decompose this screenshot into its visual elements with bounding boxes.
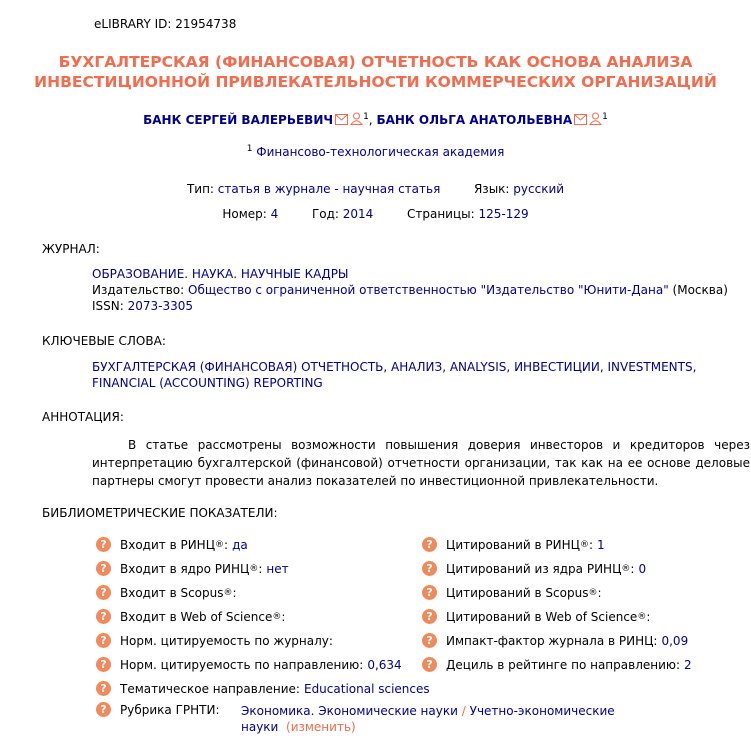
metric-label: Импакт-фактор журнала в РИНЦ:: [446, 633, 658, 648]
help-icon[interactable]: ?: [96, 633, 111, 648]
bibliometric-row: ? Цитирований в РИНЦ ® : 1: [422, 537, 605, 552]
metric-colon: :: [224, 537, 229, 552]
metric-value: нет: [266, 561, 289, 576]
bibliometrics-heading: БИБЛИОМЕТРИЧЕСКИЕ ПОКАЗАТЕЛИ:: [42, 506, 278, 520]
language-label: Язык:: [473, 182, 510, 196]
help-icon[interactable]: ?: [422, 561, 437, 576]
metric-value: 0,09: [661, 633, 689, 648]
journal-block: [92, 266, 728, 314]
help-icon[interactable]: ?: [422, 657, 437, 672]
metric-value: да: [232, 537, 248, 552]
publisher-city: (Москва): [672, 283, 728, 297]
bibliometric-row: [96, 633, 333, 648]
help-icon[interactable]: ?: [422, 609, 437, 624]
rubric-link-2[interactable]: Учетно-экономические науки: [241, 704, 615, 734]
metric-colon: :: [232, 585, 237, 600]
metric-label: Цитирований в РИНЦ: [446, 537, 580, 552]
rubric-edit-close: ): [351, 720, 356, 734]
bibliometric-row: ? Цитирований в Web of Science ® :: [422, 609, 650, 624]
pages-value: 125-129: [478, 207, 529, 221]
help-icon[interactable]: ?: [96, 561, 111, 576]
keyword-link[interactable]: БУХГАЛТЕРСКАЯ (ФИНАНСОВАЯ) ОТЧЕТНОСТЬ: [92, 360, 384, 374]
author-profile-icon[interactable]: [350, 112, 363, 125]
keyword-link[interactable]: ИНВЕСТИЦИИ: [514, 360, 600, 374]
bibliometric-row: ? Входит в Web of Science ® :: [96, 609, 285, 624]
year-value: 2014: [342, 207, 374, 221]
publisher-link[interactable]: Общество с ограниченной ответственностью "Издательство "Юнити-Дана": [188, 283, 669, 297]
metric-label: Норм. цитируемость по журналу:: [120, 633, 333, 648]
rubric-label: Рубрика ГРНТИ:: [120, 702, 220, 717]
author-1-link[interactable]: БАНК СЕРГЕЙ ВАЛЕРЬЕВИЧ: [143, 113, 334, 127]
keyword-separator: ,: [692, 360, 697, 374]
title-line-1: БУХГАЛТЕРСКАЯ (ФИНАНСОВАЯ) ОТЧЕТНОСТЬ КАК ОСНОВА АНАЛИЗА: [58, 53, 693, 71]
affiliation-line: [0, 145, 751, 159]
metric-value: 1: [597, 537, 605, 552]
help-icon[interactable]: ?: [422, 585, 437, 600]
metric-colon: :: [258, 561, 263, 576]
metric-label: Входит в Scopus: [120, 585, 224, 600]
metric-colon: :: [630, 561, 635, 576]
metric-label: Дециль в рейтинге по направлению:: [446, 657, 681, 672]
help-icon[interactable]: ?: [96, 681, 111, 696]
help-icon[interactable]: ?: [422, 633, 437, 648]
mail-icon[interactable]: [574, 114, 587, 125]
keyword-link[interactable]: ANALYSIS: [449, 360, 507, 374]
journal-heading: ЖУРНАЛ:: [42, 242, 100, 256]
keyword-link[interactable]: FINANCIAL (ACCOUNTING) REPORTING: [92, 376, 323, 390]
metric-label: Норм. цитируемость по направлению:: [120, 657, 364, 672]
rubric-edit-link[interactable]: изменить: [290, 720, 352, 734]
language-value: русский: [513, 182, 565, 196]
keyword-link[interactable]: АНАЛИЗ: [391, 360, 443, 374]
bibliometric-row: [422, 657, 692, 672]
keyword-separator: ,: [599, 360, 608, 374]
help-icon[interactable]: ?: [422, 537, 437, 552]
rubric-link-1[interactable]: Экономика. Экономические науки: [241, 704, 458, 718]
metric-colon: :: [597, 585, 602, 600]
keyword-separator: ,: [383, 360, 392, 374]
help-icon[interactable]: ?: [96, 585, 111, 600]
rubric-row: [96, 702, 220, 717]
author-separator: ,: [368, 113, 373, 127]
publisher-label: Издательство:: [92, 283, 185, 297]
metric-label: Входит в Web of Science: [120, 609, 273, 624]
metric-label: Тематическое направление:: [120, 681, 300, 696]
help-icon[interactable]: ?: [96, 657, 111, 672]
metric-label: Цитирований в Scopus: [446, 585, 589, 600]
bibliometric-row: ? Цитирований из ядра РИНЦ ® : 0: [422, 561, 646, 576]
authors-line: [0, 112, 751, 127]
rubric-edit-open: (: [286, 720, 291, 734]
metric-colon: :: [281, 609, 286, 624]
keywords-list: [92, 359, 712, 391]
issn-label: ISSN:: [92, 299, 124, 313]
metric-value: 0: [638, 561, 647, 576]
rubric-value: [241, 703, 621, 735]
rubric-separator: /: [461, 704, 466, 718]
bibliometric-row: ? Входит в РИНЦ ® : да: [96, 537, 248, 552]
help-icon[interactable]: ?: [96, 702, 111, 717]
bibliometric-row: ? Входит в Scopus ® :: [96, 585, 237, 600]
affiliation-number: 1: [246, 144, 253, 154]
keyword-separator: ,: [506, 360, 515, 374]
keywords-heading: КЛЮЧЕВЫЕ СЛОВА:: [42, 334, 166, 348]
author-2-affil: 1: [602, 112, 608, 122]
metric-value: 0,634: [367, 657, 402, 672]
year-label: Год:: [311, 207, 339, 221]
keyword-link[interactable]: INVESTMENTS: [607, 360, 693, 374]
bibliometric-row: ? Цитирований в Scopus ® :: [422, 585, 602, 600]
affiliation-link[interactable]: Финансово-технологическая академия: [256, 145, 505, 159]
type-value: статья в журнале - научная статья: [217, 182, 441, 196]
metric-colon: :: [646, 609, 651, 624]
elibrary-id: eLIBRARY ID: 21954738: [94, 17, 237, 31]
bibliometric-row: [422, 633, 688, 648]
metric-colon: :: [589, 537, 594, 552]
type-label: Тип:: [186, 182, 214, 196]
bibliometric-row: ? Входит в ядро РИНЦ ® : нет: [96, 561, 289, 576]
annotation-text: В статье рассмотрены возможности повышения доверия инвесторов и кредиторов через интерпретацию бухгалтерской (финансовой) отчетности организации, так как на ее основе деловые партнеры смогут провести анализ показателей по инвестиционной привлекательности.: [92, 438, 750, 488]
keyword-separator: ,: [442, 360, 450, 374]
help-icon[interactable]: ?: [96, 537, 111, 552]
metric-label: Входит в РИНЦ: [120, 537, 216, 552]
help-icon[interactable]: ?: [96, 609, 111, 624]
number-value[interactable]: 4: [270, 207, 279, 221]
article-title: [0, 52, 751, 92]
metric-label: Цитирований в Web of Science: [446, 609, 638, 624]
type-language-line: [0, 182, 751, 196]
number-label: Номер:: [222, 207, 267, 221]
title-line-2: ИНВЕСТИЦИОННОЙ ПРИВЛЕКАТЕЛЬНОСТИ КОММЕРЧЕСКИХ ОРГАНИЗАЦИЙ: [34, 73, 717, 91]
pages-label: Страницы:: [406, 207, 475, 221]
bibliometric-row: [96, 657, 402, 672]
metric-value: Educational sciences: [303, 681, 430, 696]
journal-name-link[interactable]: ОБРАЗОВАНИЕ. НАУКА. НАУЧНЫЕ КАДРЫ: [92, 267, 349, 281]
issn-value: 2073-3305: [127, 299, 194, 313]
metric-label: Цитирований из ядра РИНЦ: [446, 561, 622, 576]
author-profile-icon[interactable]: [589, 112, 602, 125]
metric-value: 2: [684, 657, 692, 672]
bibliometric-row: [96, 681, 430, 696]
mail-icon[interactable]: [335, 114, 348, 125]
number-year-pages-line: [0, 207, 751, 221]
metric-label: Входит в ядро РИНЦ: [120, 561, 250, 576]
author-1-affil: 1: [363, 112, 369, 122]
annotation-heading: АННОТАЦИЯ:: [42, 410, 124, 424]
author-2-link[interactable]: БАНК ОЛЬГА АНАТОЛЬЕВНА: [376, 113, 573, 127]
